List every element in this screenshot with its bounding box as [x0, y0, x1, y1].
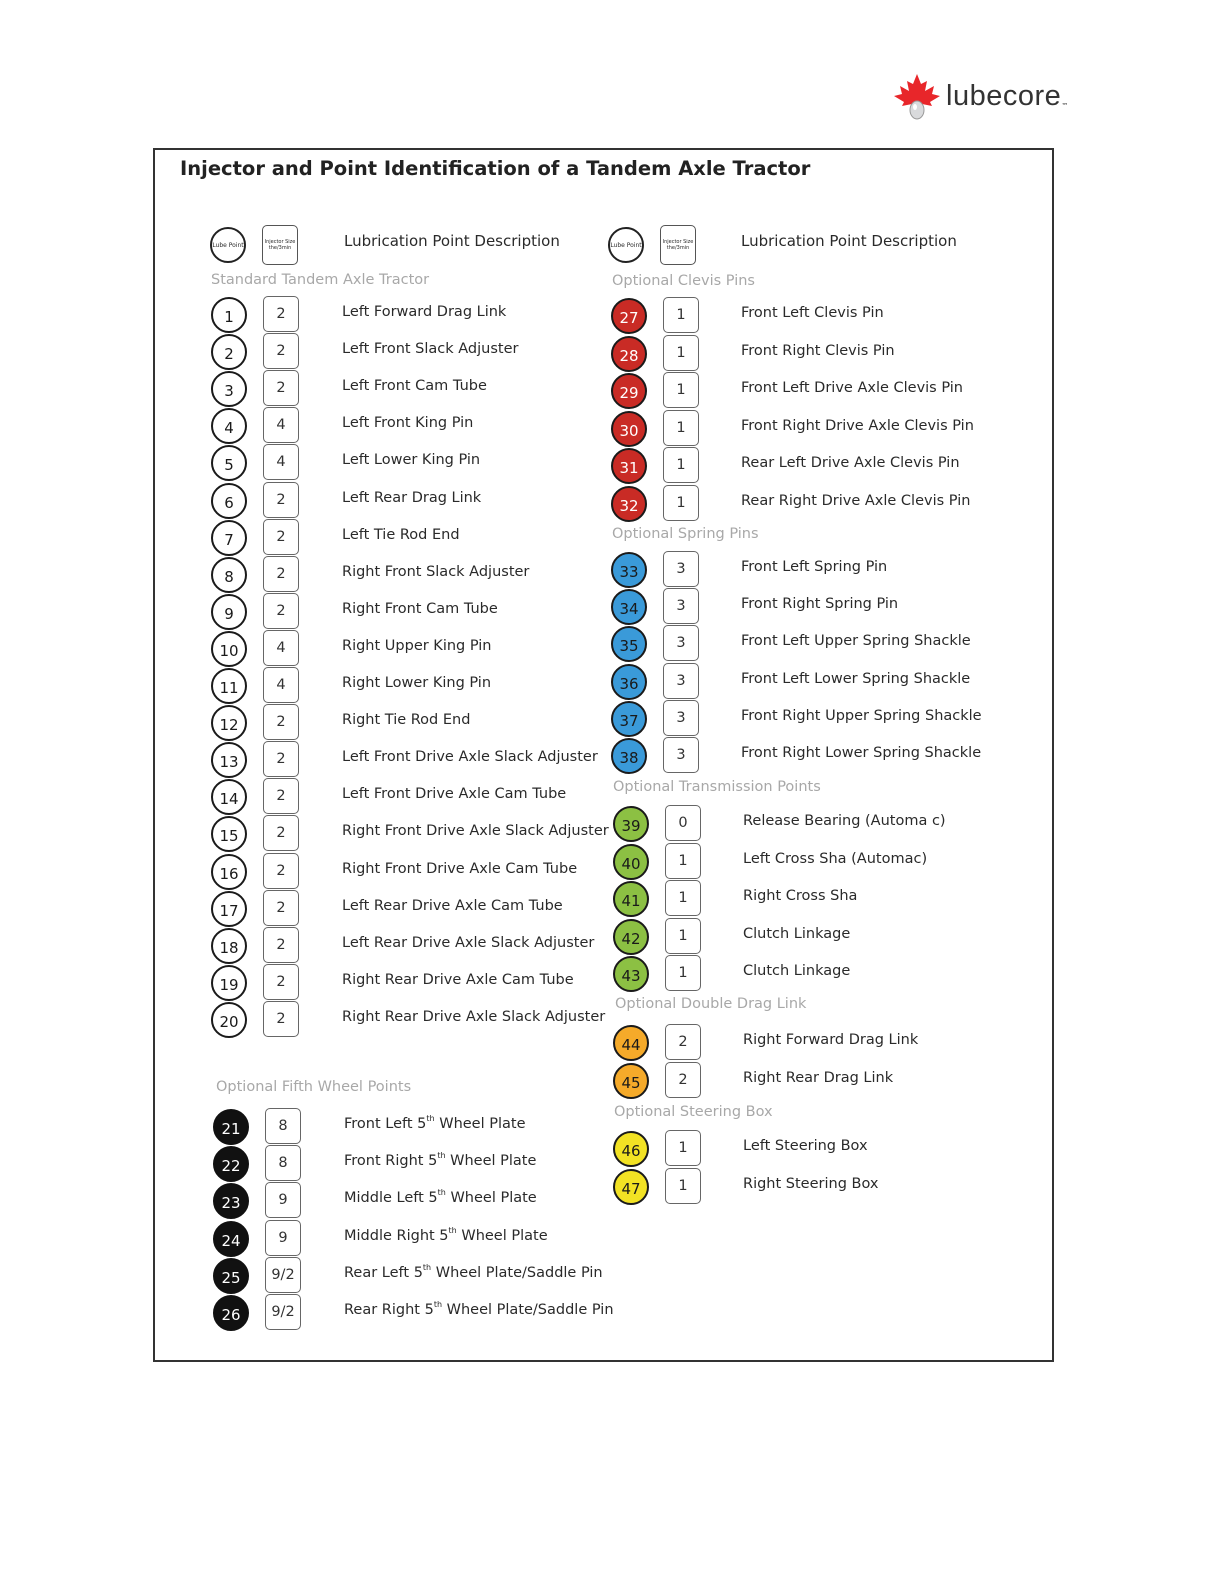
injector-size-header: Injector Size the/3min: [660, 225, 696, 265]
injector-size: 2: [263, 704, 299, 740]
lube-point-number: 24: [213, 1221, 249, 1257]
lube-point-description: Left Front Slack Adjuster: [342, 341, 519, 357]
injector-size: 2: [263, 296, 299, 332]
lube-point-description: Left Steering Box: [743, 1138, 868, 1154]
lube-point-number: 23: [213, 1183, 249, 1219]
lube-point-number: 16: [211, 854, 247, 890]
description-header: Lubrication Point Description: [741, 232, 957, 250]
lube-point-number: 46: [613, 1131, 649, 1167]
lube-point-description: Clutch Linkage: [743, 926, 851, 942]
lubecore-logo: [892, 72, 1068, 120]
lube-point-number: 35: [611, 626, 647, 662]
lube-point-number: 38: [611, 738, 647, 774]
section-label: Optional Double Drag Link: [615, 996, 807, 1012]
lube-point-number: 29: [611, 373, 647, 409]
lube-point-description: [344, 1190, 537, 1206]
lube-point-number: 21: [213, 1109, 249, 1145]
lube-point-description: [344, 1228, 548, 1244]
section-label: Optional Fifth Wheel Points: [216, 1079, 412, 1095]
lube-point-description: Front Left Lower Spring Shackle: [741, 671, 971, 687]
injector-size: 9/2: [265, 1257, 301, 1293]
lube-point-description: Front Right Upper Spring Shackle: [741, 708, 982, 724]
injector-size: 2: [263, 778, 299, 814]
lube-point-number: 22: [213, 1146, 249, 1182]
injector-size: 8: [265, 1108, 301, 1144]
lube-point-number: 28: [611, 336, 647, 372]
ordinal-suffix: th: [433, 1300, 443, 1310]
header-left: [210, 225, 560, 265]
lube-point-description: Right Steering Box: [743, 1176, 879, 1192]
injector-size: 2: [263, 519, 299, 555]
lube-point-description: Left Front Drive Axle Cam Tube: [342, 786, 567, 802]
lube-point-number: 13: [211, 742, 247, 778]
lube-point-number: 20: [211, 1002, 247, 1038]
lube-point-description: Right Forward Drag Link: [743, 1032, 919, 1048]
lube-point-description: Left Tie Rod End: [342, 527, 460, 543]
section-label: Optional Steering Box: [614, 1104, 773, 1120]
description-part: Wheel Plate: [445, 1190, 537, 1206]
description-part: Front Right 5: [344, 1153, 438, 1169]
lube-point-number: 17: [211, 891, 247, 927]
section-label: Optional Transmission Points: [613, 779, 821, 795]
lube-point-description: Front Right Drive Axle Clevis Pin: [741, 418, 974, 434]
lube-point-number: 47: [613, 1169, 649, 1205]
injector-size: 3: [663, 588, 699, 624]
injector-size: 2: [263, 1001, 299, 1037]
ordinal-suffix: th: [422, 1263, 432, 1273]
lube-point-number: 40: [613, 844, 649, 880]
lube-point-description: Left Front Cam Tube: [342, 378, 487, 394]
description-part: Rear Left 5: [344, 1265, 423, 1281]
injector-size: 9: [265, 1182, 301, 1218]
lube-point-description: Right Front Drive Axle Cam Tube: [342, 861, 578, 877]
brand-name: lubecore: [946, 79, 1062, 112]
lube-point-description: Right Lower King Pin: [342, 675, 492, 691]
lube-point-description: Front Left Clevis Pin: [741, 305, 884, 321]
injector-size: 3: [663, 663, 699, 699]
injector-size: 1: [665, 1130, 701, 1166]
lube-point-description: Left Rear Drive Axle Slack Adjuster: [342, 935, 595, 951]
lube-point-description: Left Forward Drag Link: [342, 304, 507, 320]
injector-size: 1: [665, 1168, 701, 1204]
lube-point-description: Right Front Slack Adjuster: [342, 564, 530, 580]
lube-point-description: Right Rear Drive Axle Slack Adjuster: [342, 1009, 606, 1025]
injector-size: 3: [663, 737, 699, 773]
injector-size: 2: [263, 482, 299, 518]
injector-size: 1: [663, 335, 699, 371]
lube-point-description: Front Left Upper Spring Shackle: [741, 633, 971, 649]
injector-size-header: Injector Size the/3min: [262, 225, 298, 265]
lube-point-description: Front Right Spring Pin: [741, 596, 899, 612]
injector-size: 2: [665, 1024, 701, 1060]
lube-point-description: Right Tie Rod End: [342, 712, 471, 728]
injector-size: 2: [263, 593, 299, 629]
lube-point-description: Right Rear Drag Link: [743, 1070, 894, 1086]
injector-size: 2: [263, 853, 299, 889]
lube-point-description: Release Bearing (Automa c): [743, 813, 946, 829]
lube-point-description: Left Front Drive Axle Slack Adjuster: [342, 749, 598, 765]
injector-size: 9/2: [265, 1294, 301, 1330]
lube-point-description: Left Rear Drag Link: [342, 490, 482, 506]
lube-point-description: [344, 1116, 526, 1132]
lube-point-number: 4: [211, 408, 247, 444]
injector-size: 1: [665, 843, 701, 879]
lube-point-number: 39: [613, 806, 649, 842]
lube-point-description: Left Cross Sha (Automac): [743, 851, 928, 867]
description-part: Wheel Plate: [434, 1116, 526, 1132]
lube-point-description: Right Upper King Pin: [342, 638, 492, 654]
lube-point-number: 25: [213, 1258, 249, 1294]
lube-point-description: Front Right Lower Spring Shackle: [741, 745, 982, 761]
lube-point-number: 36: [611, 664, 647, 700]
lube-point-description: Rear Left Drive Axle Clevis Pin: [741, 455, 960, 471]
injector-size: 2: [665, 1062, 701, 1098]
page-title: Injector and Point Identification of a Tandem Axle Tractor: [180, 157, 811, 180]
lube-point-number: 27: [611, 298, 647, 334]
section-label: Optional Clevis Pins: [612, 273, 755, 289]
lube-point-number: 32: [611, 486, 647, 522]
lube-point-number: 41: [613, 881, 649, 917]
lube-point-number: 9: [211, 594, 247, 630]
lube-point-description: Front Left Drive Axle Clevis Pin: [741, 380, 963, 396]
ordinal-suffix: th: [448, 1226, 457, 1236]
injector-size: 1: [665, 955, 701, 991]
lube-point-description: Right Front Drive Axle Slack Adjuster: [342, 823, 609, 839]
injector-size: 3: [663, 625, 699, 661]
lube-point-number: 43: [613, 956, 649, 992]
header-right: [608, 225, 957, 265]
injector-size: 1: [663, 372, 699, 408]
lube-point-number: 42: [613, 919, 649, 955]
description-part: Middle Right 5: [344, 1228, 449, 1244]
lube-point-number: 5: [211, 445, 247, 481]
lube-point-number: 11: [211, 668, 247, 704]
lube-point-description: [344, 1302, 614, 1318]
lube-point-description: Clutch Linkage: [743, 963, 851, 979]
description-part: Wheel Plate: [456, 1228, 548, 1244]
description-part: Middle Left 5: [344, 1190, 438, 1206]
injector-size: 1: [663, 485, 699, 521]
section-label: Optional Spring Pins: [612, 526, 759, 542]
lube-point-number: 3: [211, 371, 247, 407]
brand-tm: ™: [1061, 102, 1069, 110]
injector-size: 2: [263, 964, 299, 1000]
lube-point-number: 7: [211, 520, 247, 556]
lube-point-number: 10: [211, 631, 247, 667]
ordinal-suffix: th: [426, 1114, 435, 1124]
injector-size: 2: [263, 890, 299, 926]
lube-point-number: 26: [213, 1295, 249, 1331]
lube-point-description: Right Rear Drive Axle Cam Tube: [342, 972, 574, 988]
lube-point-number: 12: [211, 705, 247, 741]
injector-size: 1: [663, 410, 699, 446]
lube-point-description: Left Front King Pin: [342, 415, 474, 431]
lube-point-number: 15: [211, 816, 247, 852]
lube-point-number: 18: [211, 928, 247, 964]
lube-point-number: 44: [613, 1025, 649, 1061]
description-part: Rear Right 5: [344, 1302, 434, 1318]
ordinal-suffix: th: [437, 1188, 446, 1198]
description-part: Wheel Plate/Saddle Pin: [442, 1302, 614, 1318]
description-part: Front Left 5: [344, 1116, 427, 1132]
lube-point-number: 37: [611, 701, 647, 737]
injector-size: 1: [665, 918, 701, 954]
injector-size: 4: [263, 667, 299, 703]
ordinal-suffix: th: [437, 1151, 446, 1161]
description-part: Wheel Plate/Saddle Pin: [431, 1265, 603, 1281]
injector-size: 2: [263, 333, 299, 369]
injector-size: 1: [665, 880, 701, 916]
lube-point-description: Left Lower King Pin: [342, 452, 481, 468]
lube-point-number: 1: [211, 297, 247, 333]
injector-size: 9: [265, 1220, 301, 1256]
lube-point-header: Lube Point: [608, 227, 644, 263]
lube-point-number: 30: [611, 411, 647, 447]
section-label: Standard Tandem Axle Tractor: [211, 272, 430, 288]
lube-point-number: 2: [211, 334, 247, 370]
lube-point-number: 19: [211, 965, 247, 1001]
injector-size: 2: [263, 815, 299, 851]
injector-size: 1: [663, 447, 699, 483]
description-part: Wheel Plate: [445, 1153, 537, 1169]
injector-size: 3: [663, 551, 699, 587]
lube-point-number: 6: [211, 483, 247, 519]
lube-point-number: 8: [211, 557, 247, 593]
lube-point-description: Rear Right Drive Axle Clevis Pin: [741, 493, 971, 509]
lube-point-description: Right Cross Sha: [743, 888, 858, 904]
injector-size: 4: [263, 444, 299, 480]
lube-point-description: Right Front Cam Tube: [342, 601, 498, 617]
lube-point-number: 31: [611, 448, 647, 484]
injector-size: 2: [263, 927, 299, 963]
lube-point-number: 34: [611, 589, 647, 625]
lube-point-description: Front Right Clevis Pin: [741, 343, 895, 359]
lube-point-number: 14: [211, 779, 247, 815]
injector-size: 4: [263, 407, 299, 443]
injector-size: 4: [263, 630, 299, 666]
lube-point-description: [344, 1265, 603, 1281]
injector-size: 0: [665, 805, 701, 841]
lube-point-number: 45: [613, 1063, 649, 1099]
injector-size: 1: [663, 297, 699, 333]
lube-point-description: Front Left Spring Pin: [741, 559, 888, 575]
injector-size: 2: [263, 370, 299, 406]
injector-size: 2: [263, 741, 299, 777]
maple-leaf-icon: [892, 72, 942, 120]
lube-point-description: [344, 1153, 536, 1169]
injector-size: 2: [263, 556, 299, 592]
lube-point-number: 33: [611, 552, 647, 588]
lube-point-header: Lube Point: [210, 227, 246, 263]
lube-point-description: Left Rear Drive Axle Cam Tube: [342, 898, 563, 914]
description-header: Lubrication Point Description: [344, 232, 560, 250]
injector-size: 3: [663, 700, 699, 736]
injector-size: 8: [265, 1145, 301, 1181]
